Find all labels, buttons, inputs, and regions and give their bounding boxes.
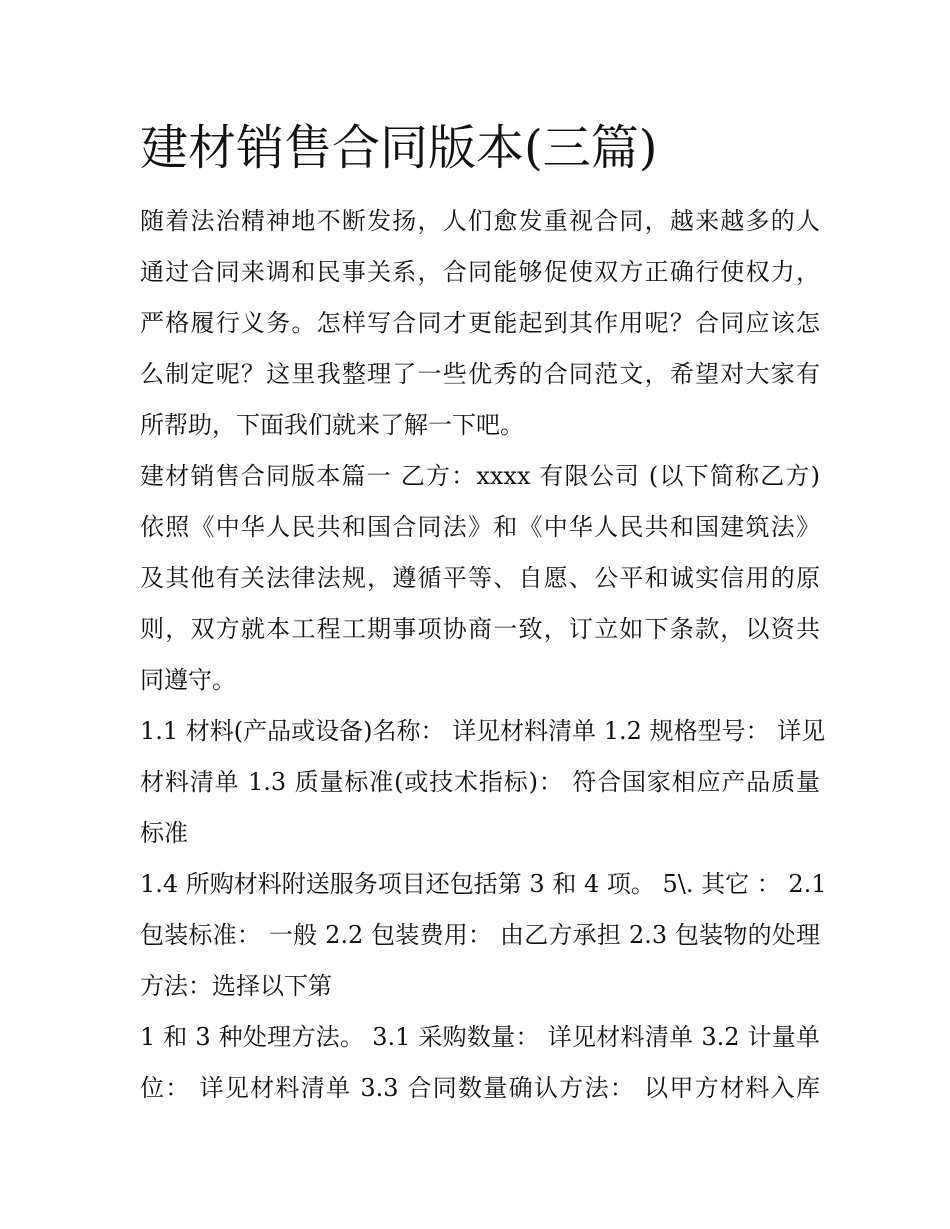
document-title: 建材销售合同版本(三篇) — [140, 120, 658, 176]
text-line: 1 和 3 种处理方法。 3.1 采购数量： 详见材料清单 3.2 计量单 — [140, 1023, 820, 1051]
document-page — [140, 112, 827, 1114]
text-line: 严格履行义务。怎样写合同才更能起到其作用呢？合同应该怎 — [140, 309, 820, 337]
paragraph-clause-3 — [140, 1012, 820, 1114]
text-line: 标准 — [140, 819, 188, 847]
paragraph-intro — [140, 196, 820, 451]
text-line: 通过合同来调和民事关系，合同能够促使双方正确行使权力， — [140, 258, 820, 286]
text-line: 随着法治精神地不断发扬，人们愈发重视合同，越来越多的人 — [140, 207, 820, 235]
text-line: 则，双方就本工程工期事项协商一致，订立如下条款，以资共 — [140, 615, 820, 643]
paragraph-clause-1-4 — [140, 859, 827, 1012]
text-line: 同遵守。 — [140, 666, 236, 694]
text-line: 么制定呢？这里我整理了一些优秀的合同范文，希望对大家有 — [140, 360, 820, 388]
text-line: 1.4 所购材料附送服务项目还包括第 3 和 4 项。 5\. 其它 ： 2.1 — [140, 870, 827, 898]
text-line: 方法：选择以下第 — [140, 972, 332, 1000]
paragraph-clause-1 — [140, 706, 826, 859]
text-line: 包装标准： 一般 2.2 包装费用： 由乙方承担 2.3 包装物的处理 — [140, 921, 820, 949]
text-line: 所帮助，下面我们就来了解一下吧。 — [140, 411, 524, 439]
text-line: 位： 详见材料清单 3.3 合同数量确认方法： 以甲方材料入库 — [140, 1074, 820, 1102]
text-line: 材料清单 1.3 质量标准(或技术指标)： 符合国家相应产品质量 — [140, 768, 820, 796]
text-line: 建材销售合同版本篇一 乙方：xxxx 有限公司 (以下简称乙方) — [140, 462, 820, 490]
text-line: 依照《中华人民共和国合同法》和《中华人民共和国建筑法》 — [140, 513, 820, 541]
text-line: 1.1 材料(产品或设备)名称： 详见材料清单 1.2 规格型号： 详见 — [140, 717, 826, 745]
text-line: 及其他有关法律法规，遵循平等、自愿、公平和诚实信用的原 — [140, 564, 820, 592]
paragraph-contract-one — [140, 451, 820, 706]
